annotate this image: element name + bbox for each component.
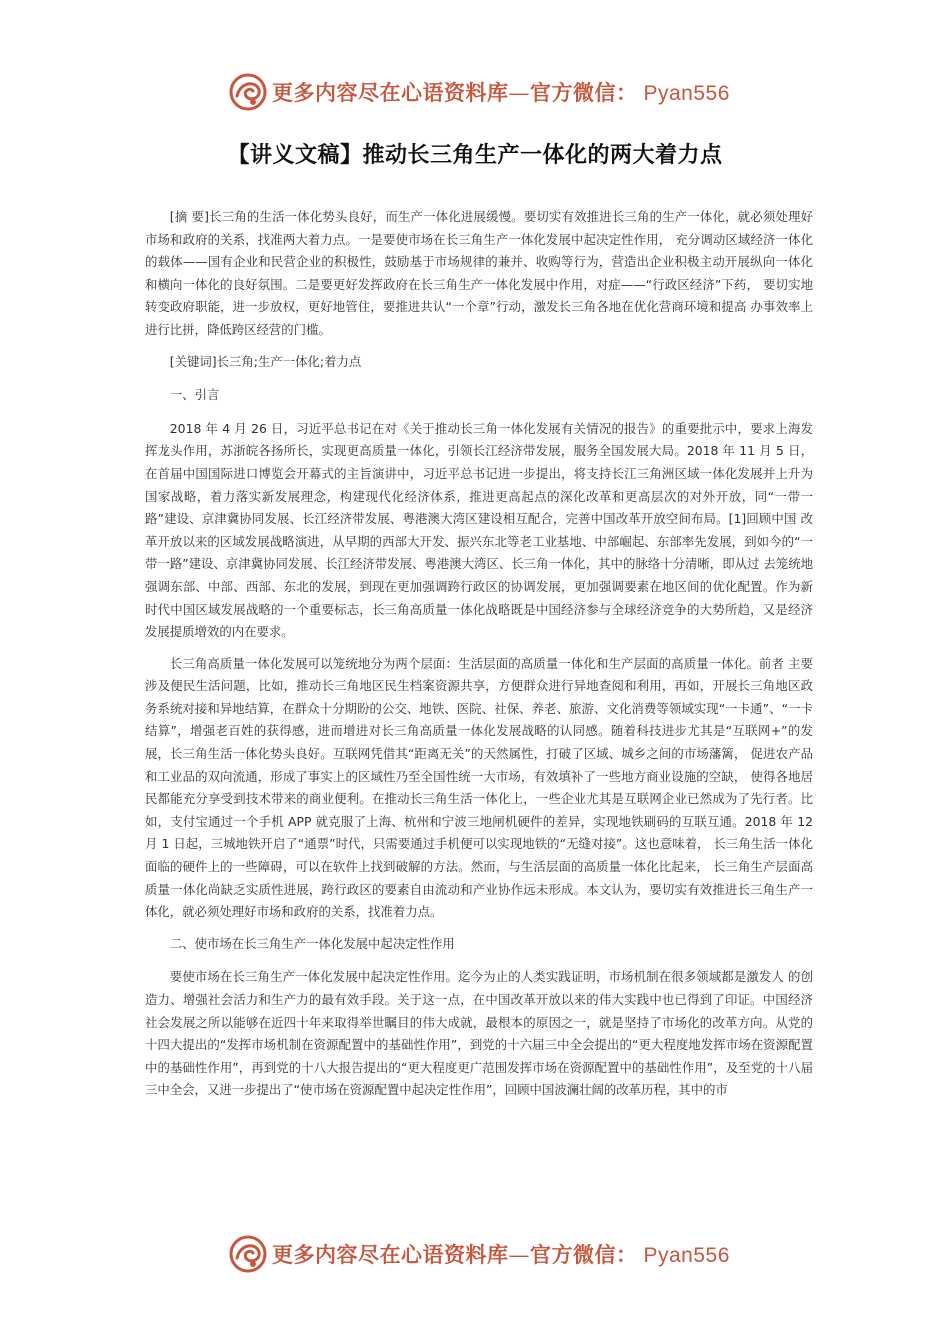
section-heading-market-role: 二、使市场在长三角生产一体化发展中起决定性作用 — [169, 935, 455, 951]
watermark-main: 更多内容尽在心语资料库 — [272, 80, 509, 105]
body-paragraph: 长三角高质量一体化发展可以笼统地分为两个层面：生活层面的高质量一体化和生产层面的高质量一体化。前者 主要涉及便民生活问题，比如，推动长三角地区民生档案资源共享，方便群众进行异地查阅和利用，再如，开展长三角地区政务系统对接和异地结算，在群众十分期盼的公交、地铁、医院、社保、养老、旅游、文化消费等领域实现“一卡通”、“一卡结算”，增强老百姓的获得感，进而增进对长三角高质量一体化发展战略的认同感。随着科技进步尤其是“互联网+”的发展，长三角生活一体化势头良好。互联网凭借其“距离无关”的天然属性，打破了区域、城乡之间的市场藩篱， 促进农产品和工业品的双向流通，形成了事实上的区域性乃至全国性统一大市场，有效填补了一些地方商业设施的空缺， 使得各地居民都能充分享受到技术带来的商业便利。在推动长三角生活一体化上，一些企业尤其是互联网企业已然成为了先行者。比如，支付宝通过一个手机 APP 就克服了上海、杭州和宁波三地闸机硬件的差异，实现地铁刷码的互联互通。2018 年 12 月 1 日起，三城地铁开启了“通票”时代，只需要通过手机便可以实现地铁的“无缝对接”。这也意味着， 长三角生活一体化面临的硬件上的一些障碍，可以在软件上找到破解的方法。然而，与生活层面的高质量一体化比起来， 长三角生产层面高质量一体化尚缺乏实质性进展，跨行政区的要素自由流动和产业协作远未形成。本文认为，要切实有效推进长三角生产一体化，就必须处理好市场和政府的关系，找准着力点。 — [145, 655, 813, 920]
swirl-logo-icon — [228, 72, 268, 112]
keywords-line: [关键词]长三角;生产一体化;着力点 — [169, 353, 362, 369]
body-paragraph: 2018 年 4 月 26 日，习近平总书记在对《关于推动长三角一体化发展有关情况的报告》的重要批示中，要求上海发挥龙头作用，苏浙皖各扬所长，实现更高质量一体化，引领长江经济带发展，服务全国发展大局。2018 年 11 月 5 日， 在首届中国国际进口博览会开幕式的主旨演讲中，习近平总书记进一步提出，将支持长江三角洲区域一体化发展并上升为国家战略，着力落实新发展理念，构建现代化经济体系，推进更高起点的深化改革和更高层次的对外开放，同“一带一路”建设、京津冀协同发展、长江经济带发展、粤港澳大湾区建设相互配合，完善中国改革开放空间布局。[1]回顾中国 改革开放以来的区域发展战略演进，从早期的西部大开发、振兴东北等老工业基地、中部崛起、东部率先发展，到如今的“一带一路”建设、京津冀协同发展、长江经济带发展、粤港澳大湾区、长三角一体化，其中的脉络十分清晰，即从过 去笼统地强调东部、中部、西部、东北的发展，到现在更加强调跨行政区的协调发展，更加强调要素在地区间的优化配置。作为新时代中国区域发展战略的一个重要标志，长三角高质量一体化战略既是中国经济参与全球经济竞争的大势所趋，又是经济发展提质增效的内在要求。 — [145, 420, 813, 640]
watermark-dash: — — [508, 1243, 530, 1267]
footer-watermark-banner — [228, 1234, 748, 1274]
watermark-text — [272, 77, 730, 107]
watermark-text — [272, 1239, 730, 1269]
watermark-wechat-id: Pyan556 — [643, 1244, 730, 1267]
watermark-official: 官方微信： — [530, 1242, 638, 1267]
watermark-official: 官方微信： — [530, 80, 638, 105]
body-paragraph: 要使市场在长三角生产一体化发展中起决定性作用。迄今为止的人类实践证明，市场机制在很多领域都是激发人 的创造力、增强社会活力和生产力的最有效手段。关于这一点，在中国改革开放以来的伟大实践中也已得到了印证。中国经济社会发展之所以能够在近四十年来取得举世瞩目的伟大成就，最根本的原因之一，就是坚持了市场化的改革方向。从党的十四大提出的“发挥市场机制在资源配置中的基础性作用”，到党的十六届三中全会提出的“更大程度地发挥市场在资源配置中的基础性作用”，再到党的十八大报告提出的“更大程度更广范围发挥市场在资源配置中的基础性作用”，及至党的十八届三中全会，又进一步提出了“使市场在资源配置中起决定性作用”，回顾中国波澜壮阔的改革历程，其中的市 — [145, 969, 813, 1098]
swirl-logo-icon — [228, 1234, 268, 1274]
abstract-paragraph: [摘 要]长三角的生活一体化势头良好，而生产一体化进展缓慢。要切实有效推进长三角的生产一体化，就必须处理好市场和政府的关系，找准两大着力点。一是要使市场在长三角生产一体化发展中起决定性作用， 充分调动区域经济一体化的载体——国有企业和民营企业的积极性，鼓励基于市场规律的兼并、收购等行为，营造出企业积极主动开展纵向一体化和横向一体化的良好氛围。二是要更好发挥政府在长三角生产一体化发展中作用，对症——“行政区经济”下药， 要切实地转变政府职能，进一步放权，更好地管住，要推进共认“一个章”行动，激发长三角各地在优化营商环境和提高 办事效率上进行比拼，降低跨区经营的门槛。 — [145, 209, 813, 337]
watermark-main: 更多内容尽在心语资料库 — [272, 1242, 509, 1267]
watermark-dash: — — [508, 81, 530, 105]
document-title: 【讲义文稿】推动长三角生产一体化的两大着力点 — [227, 143, 723, 168]
header-watermark-banner — [228, 72, 748, 112]
section-heading-introduction: 一、引言 — [169, 387, 220, 403]
watermark-wechat-id: Pyan556 — [643, 82, 730, 105]
document-body — [145, 206, 813, 1111]
